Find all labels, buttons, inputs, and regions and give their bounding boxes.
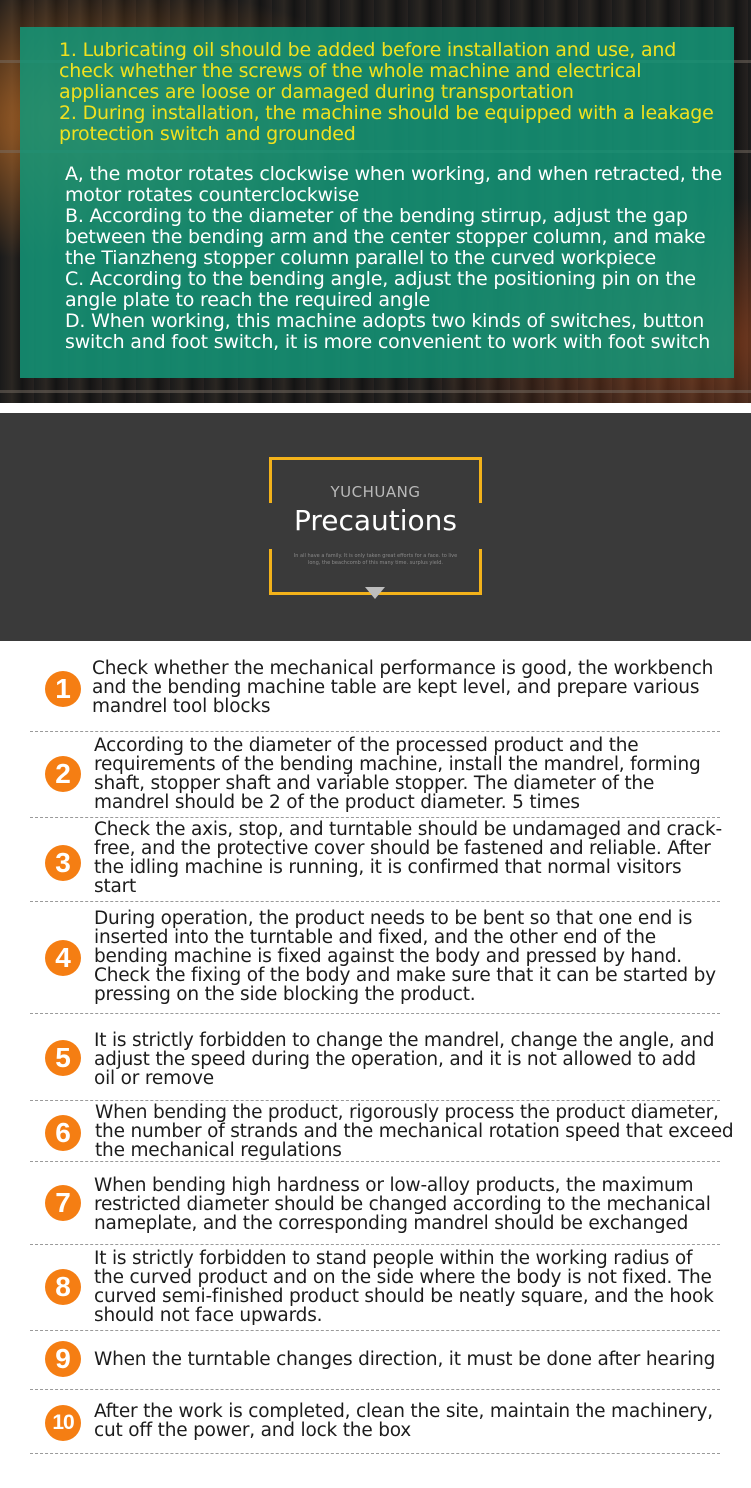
number-badge: 3 bbox=[45, 845, 81, 881]
divider bbox=[30, 1389, 720, 1390]
number-badge: 8 bbox=[45, 1269, 81, 1305]
item-text: It is strictly forbidden to stand people within the working radius of the curved product and on the side where the body is not fixed. The curved semi-finished product should be neatly square, and the hook should not face upwards. bbox=[94, 1248, 714, 1326]
notice-line-2: 2. During installation, the machine should be equipped with a leakage protection switch and grounded bbox=[59, 102, 714, 145]
installation-notice bbox=[59, 40, 729, 145]
item-text: According to the diameter of the processed product and the requirements of the bending machine, install the mandrel, forming shaft, stopper shaft and variable stopper. The diameter of the mandrel should be 2 of the product diameter. 5 times bbox=[94, 735, 701, 813]
number-badge: 2 bbox=[45, 756, 81, 792]
decorative-caption: In all have a family. It is only taken great efforts for a face. to live long, the beachcomb of this many time. surplus yield. bbox=[293, 553, 458, 566]
section-title: Precautions bbox=[293, 504, 458, 537]
item-text: When bending the product, rigorously process the product diameter, the number of strands and the mechanical rotation speed that exceed the mechanical regulations bbox=[95, 1102, 734, 1161]
number-badge: 9 bbox=[45, 1341, 81, 1377]
notice-line-1: 1. Lubricating oil should be added before installation and use, and check whether the screws of the whole machine and electrical appliances are loose or damaged during transportation bbox=[59, 39, 677, 103]
divider bbox=[30, 731, 720, 732]
number-badge: 7 bbox=[45, 1185, 81, 1221]
number-badge: 4 bbox=[45, 940, 81, 976]
item-text: It is strictly forbidden to change the mandrel, change the angle, and adjust the speed during the operation, and it is not allowed to add oil or remove bbox=[94, 1030, 715, 1089]
divider bbox=[30, 1244, 720, 1245]
step-b: B. According to the diameter of the bending stirrup, adjust the gap between the bending arm and the center stopper column, and make the Tianzheng stopper column parallel to the curved workpiece bbox=[65, 205, 706, 269]
item-text: Check whether the mechanical performance is good, the workbench and the bending machine table are kept level, and prepare various mandrel tool blocks bbox=[92, 658, 714, 717]
number-badge: 10 bbox=[45, 1405, 81, 1441]
item-text: During operation, the product needs to be bent so that one end is inserted into the turntable and fixed, and the other end of the bending machine is fixed against the body and pressed by hand. Check the fixing of the body and make sure that it can be started by pressing on the side blocking the product. bbox=[94, 908, 716, 1005]
top-photo-section bbox=[0, 0, 751, 403]
precautions-banner bbox=[0, 413, 751, 641]
divider bbox=[30, 1330, 720, 1331]
divider bbox=[30, 1161, 720, 1162]
item-text: After the work is completed, clean the site, maintain the machinery, cut off the power, and lock the box bbox=[94, 1401, 713, 1441]
background-beam bbox=[0, 390, 751, 393]
item-text: When the turntable changes direction, it must be done after hearing bbox=[94, 1349, 716, 1370]
divider bbox=[30, 817, 720, 818]
item-text: When bending high hardness or low-alloy products, the maximum restricted diameter should be changed according to the mechanical nameplate, and the corresponding mandrel should be exchanged bbox=[94, 1175, 711, 1234]
number-badge: 6 bbox=[45, 1115, 81, 1151]
divider bbox=[30, 1100, 720, 1101]
down-arrow-icon bbox=[365, 587, 385, 599]
number-badge: 5 bbox=[45, 1040, 81, 1076]
item-text: Check the axis, stop, and turntable should be undamaged and crack-free, and the protective cover should be fastened and reliable. After the idling machine is running, it is confirmed that normal visitors start bbox=[94, 819, 722, 897]
number-badge: 1 bbox=[45, 671, 81, 707]
divider bbox=[30, 1453, 720, 1454]
operation-steps bbox=[65, 164, 727, 353]
divider bbox=[30, 1013, 720, 1014]
divider bbox=[30, 901, 720, 902]
step-d: D. When working, this machine adopts two kinds of switches, button switch and foot switch, it is more convenient to work with foot switch bbox=[65, 310, 711, 353]
step-a: A, the motor rotates clockwise when working, and when retracted, the motor rotates counterclockwise bbox=[65, 163, 723, 206]
brand-name: YUCHUANG bbox=[330, 483, 421, 501]
step-c: C. According to the bending angle, adjust the positioning pin on the angle plate to reach the required angle bbox=[65, 268, 696, 311]
